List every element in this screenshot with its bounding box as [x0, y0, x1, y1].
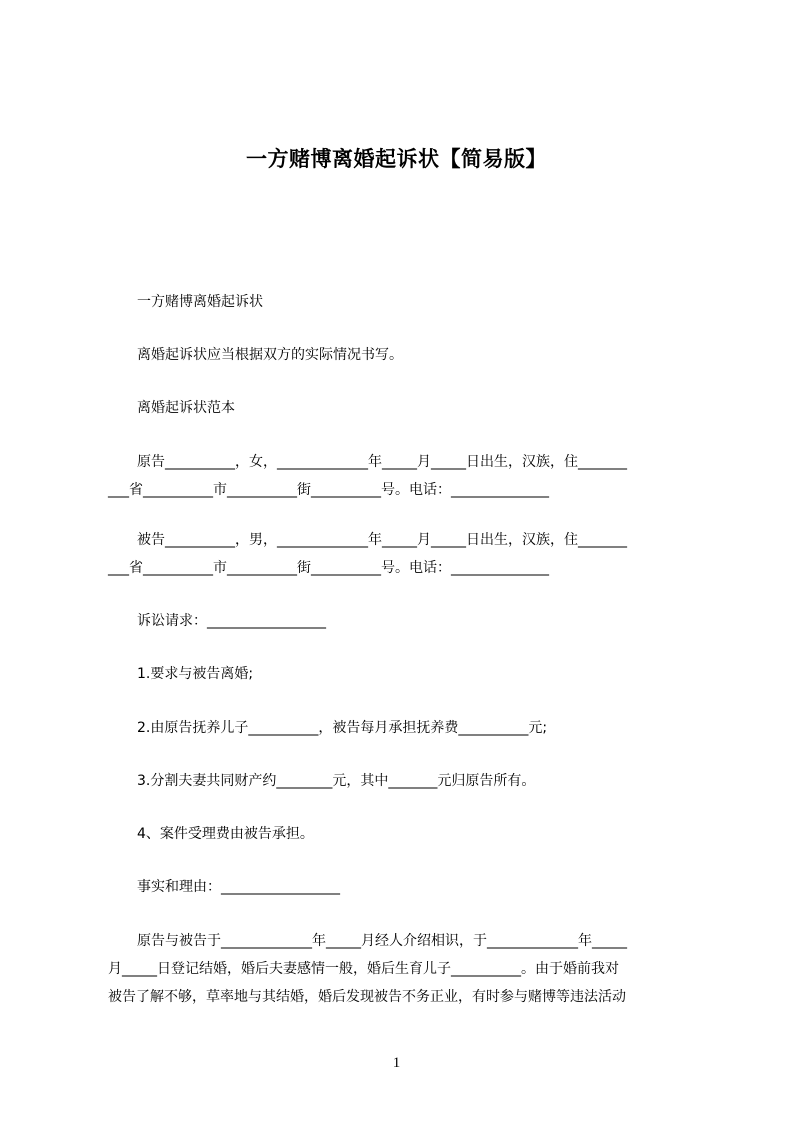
claim-item: 1.要求与被告离婚;: [137, 666, 254, 682]
claims-heading: 诉讼请求：_________________: [137, 613, 326, 629]
sample-heading: 离婚起诉状范本: [137, 400, 235, 416]
facts-line-1: 原告与被告于_____________年_____月经人介绍相识，于_____________年_____: [137, 933, 627, 949]
section-heading: 一方赌博离婚起诉状: [137, 294, 263, 310]
plaintiff-line-1: 原告__________，女，_____________年_____月_____日出生，汉族，住_______: [137, 454, 627, 470]
facts-heading: 事实和理由：_________________: [137, 879, 340, 895]
defendant-line-2: ___省__________市__________街__________号。电话：______________: [108, 560, 549, 576]
intro-paragraph: 离婚起诉状应当根据双方的实际情况书写。: [137, 347, 403, 363]
claim-item: 4、案件受理费由被告承担。: [137, 826, 314, 842]
facts-line-3: 被告了解不够，草率地与其结婚，婚后发现被告不务正业，有时参与赌博等违法活动: [108, 989, 626, 1005]
claim-item: 2.由原告抚养儿子__________，被告每月承担抚养费__________元;: [137, 720, 548, 736]
facts-line-2: 月_____日登记结婚，婚后夫妻感情一般，婚后生育儿子__________。由于婚前我对: [108, 961, 619, 977]
defendant-line-1: 被告__________，男，_____________年_____月_____日出生，汉族，住_______: [137, 532, 627, 548]
page-number: 1: [392, 1055, 401, 1071]
plaintiff-line-2: ___省__________市__________街__________号。电话：______________: [108, 482, 549, 498]
document-title: 一方赌博离婚起诉状【简易版】: [246, 147, 547, 171]
claim-item: 3.分割夫妻共同财产约________元，其中_______元归原告所有。: [137, 773, 536, 789]
